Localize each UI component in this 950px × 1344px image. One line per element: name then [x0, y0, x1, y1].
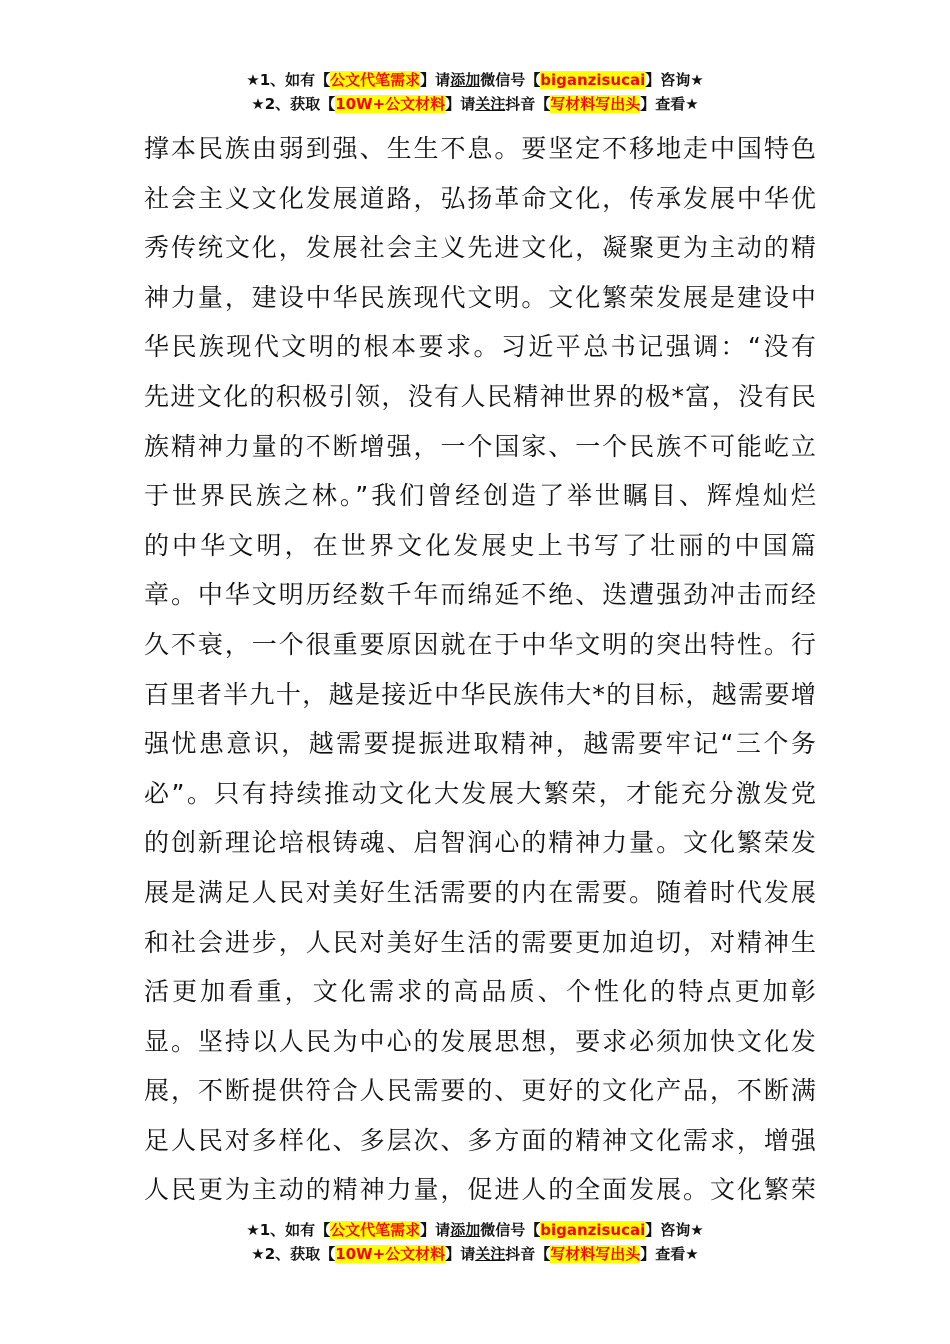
- body-line: 社会主义文化发展道路，弘扬革命文化，传承发展中华优: [144, 183, 816, 213]
- header-banner: [0, 68, 950, 116]
- body-line: 先进文化的积极引领，没有人民精神世界的极*富，没有民: [144, 381, 816, 411]
- banner-text: ★2、获取【: [251, 95, 336, 113]
- banner-text: 抖音【: [505, 1245, 551, 1263]
- banner-underlined: 添加: [450, 71, 481, 89]
- banner-underlined: 添加: [450, 1221, 481, 1239]
- body-line: 秀传统文化，发展社会主义先进文化，凝聚更为主动的精: [144, 233, 816, 263]
- banner-highlight: 写材料写出头: [550, 1245, 641, 1263]
- banner-line-2: [0, 1242, 950, 1266]
- banner-text: 微信号【: [480, 71, 541, 89]
- banner-underlined: 关注: [475, 95, 506, 113]
- body-paragraph: [144, 124, 816, 1215]
- body-line: 展，不断提供符合人民需要的、更好的文化产品，不断满: [144, 1076, 816, 1106]
- body-line: 足人民对多样化、多层次、多方面的精神文化需求，增强: [144, 1125, 816, 1155]
- banner-highlight: biganzisucai: [540, 1221, 646, 1239]
- banner-text: 】请: [420, 71, 451, 89]
- banner-line-1: [0, 1218, 950, 1242]
- banner-line-2: [0, 92, 950, 116]
- body-line: 人民更为主动的精神力量，促进人的全面发展。文化繁荣: [144, 1175, 816, 1205]
- footer-banner: [0, 1218, 950, 1266]
- banner-text: ★1、如有【: [246, 1221, 331, 1239]
- body-line: 章。中华文明历经数千年而绵延不绝、迭遭强劲冲击而经: [144, 580, 816, 610]
- body-line: 和社会进步，人民对美好生活的需要更加迫切，对精神生: [144, 927, 816, 957]
- banner-text: 】咨询★: [645, 1221, 704, 1239]
- banner-text: 抖音【: [505, 95, 551, 113]
- body-line: 的创新理论培根铸魂、启智润心的精神力量。文化繁荣发: [144, 828, 816, 858]
- banner-highlight: 10W+公文材料: [335, 95, 446, 113]
- banner-highlight: 10W+公文材料: [335, 1245, 446, 1263]
- banner-text: 】查看★: [640, 95, 699, 113]
- banner-highlight: 写材料写出头: [550, 95, 641, 113]
- banner-text: 微信号【: [480, 1221, 541, 1239]
- body-line: 族精神力量的不断增强，一个国家、一个民族不可能屹立: [144, 431, 816, 461]
- body-line: 的中华文明，在世界文化发展史上书写了壮丽的中国篇: [144, 530, 816, 560]
- banner-text: ★1、如有【: [246, 71, 331, 89]
- body-line: 久不衰，一个很重要原因就在于中华文明的突出特性。行: [144, 629, 816, 659]
- banner-highlight: 公文代笔需求: [330, 71, 421, 89]
- banner-highlight: biganzisucai: [540, 71, 646, 89]
- banner-line-1: [0, 68, 950, 92]
- body-line: 显。坚持以人民为中心的发展思想，要求必须加快文化发: [144, 1026, 816, 1056]
- body-line: 必”。只有持续推动文化大发展大繁荣，才能充分激发党: [144, 778, 816, 808]
- banner-text: 】请: [445, 95, 476, 113]
- body-line: 撑本民族由弱到强、生生不息。要坚定不移地走中国特色: [144, 134, 816, 163]
- banner-text: ★2、获取【: [251, 1245, 336, 1263]
- body-line: 展是满足人民对美好生活需要的内在需要。随着时代发展: [144, 877, 816, 907]
- body-line: 神力量，建设中华民族现代文明。文化繁荣发展是建设中: [144, 282, 816, 312]
- body-line: 华民族现代文明的根本要求。习近平总书记强调：“没有: [144, 332, 816, 362]
- banner-highlight: 公文代笔需求: [330, 1221, 421, 1239]
- banner-text: 】请: [420, 1221, 451, 1239]
- banner-underlined: 关注: [475, 1245, 506, 1263]
- banner-text: 】查看★: [640, 1245, 699, 1263]
- body-line: 强忧患意识，越需要提振进取精神，越需要牢记“三个务: [144, 729, 816, 759]
- body-line: 百里者半九十，越是接近中华民族伟大*的目标，越需要增: [144, 679, 816, 709]
- body-line: 于世界民族之林。”我们曾经创造了举世瞩目、辉煌灿烂: [144, 481, 816, 511]
- banner-text: 】请: [445, 1245, 476, 1263]
- body-line: 活更加看重，文化需求的高品质、个性化的特点更加彰: [144, 977, 816, 1007]
- banner-text: 】咨询★: [645, 71, 704, 89]
